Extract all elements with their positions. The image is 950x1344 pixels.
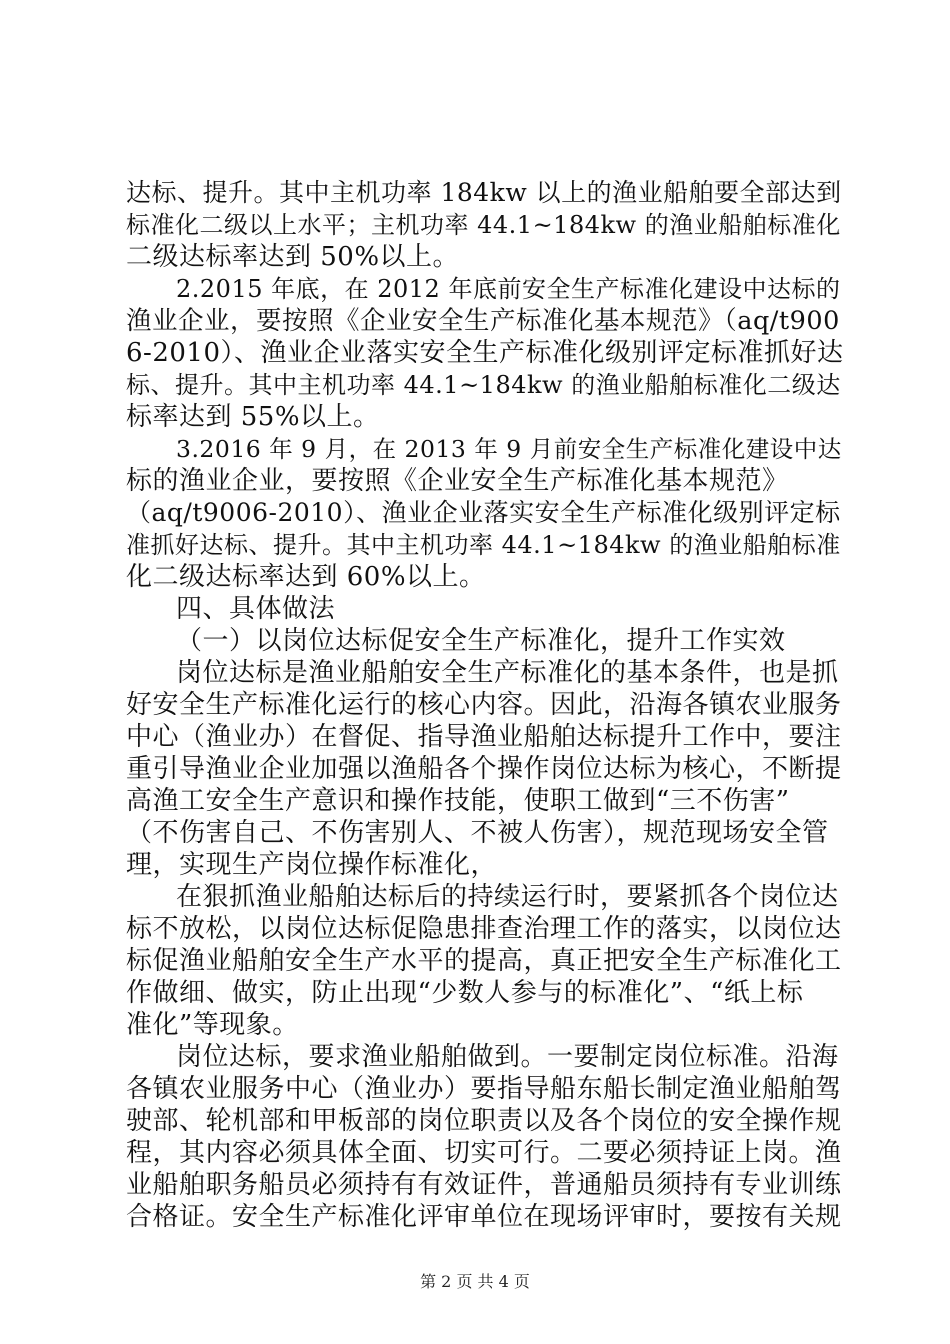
text-line-33: 合格证。安全生产标准化评审单位在现场评审时，要按有关规	[126, 1202, 842, 1232]
text-line-32: 业船舶职务船员必须持有有效证件，普通船员须持有专业训练	[126, 1170, 842, 1200]
text-line-8: 标率达到 55%以上。	[126, 402, 380, 432]
text-line-7: 标、提升。其中主机功率 44.1~184kw 的渔业船舶标准化二级达	[126, 371, 841, 399]
text-line-20: 高渔工安全生产意识和操作技能，使职工做到“三不伤害”	[126, 786, 790, 816]
text-line-3: 二级达标率达到 50%以上。	[126, 242, 460, 272]
subsection-heading: （一）以岗位达标促安全生产标准化，提升工作实效	[176, 626, 786, 656]
text-line-5: 渔业企业，要按照《企业安全生产标准化基本规范》（aq/t900	[126, 306, 840, 336]
text-line-4: 2.2015 年底，在 2012 年底前安全生产标准化建设中达标的	[176, 275, 841, 303]
text-line-9: 3.2016 年 9 月，在 2013 年 9 月前安全生产标准化建设中达	[176, 435, 842, 463]
text-line-21: （不伤害自己、不伤害别人、不被人伤害），规范现场安全管	[126, 818, 829, 848]
text-line-31: 程，其内容必须具体全面、切实可行。二要必须持证上岗。渔	[126, 1138, 842, 1168]
text-line-22: 理，实现生产岗位操作标准化，	[126, 850, 498, 880]
text-line-16: 岗位达标是渔业船舶安全生产标准化的基本条件，也是抓	[176, 658, 839, 688]
text-line-18: 中心（渔业办）在督促、指导渔业船舶达标提升工作中，要注	[126, 722, 842, 752]
text-line-29: 各镇农业服务中心（渔业办）要指导船东船长制定渔业船舶驾	[126, 1074, 842, 1104]
text-line-2: 标准化二级以上水平；主机功率 44.1~184kw 的渔业船舶标准化	[126, 211, 841, 239]
section-heading: 四、具体做法	[176, 594, 336, 624]
text-line-11: （aq/t9006-2010）、渔业企业落实安全生产标准化级别评定标	[126, 498, 841, 527]
text-line-30: 驶部、轮机部和甲板部的岗位职责以及各个岗位的安全操作规	[126, 1106, 842, 1136]
text-line-13: 化二级达标率达到 60%以上。	[126, 562, 486, 592]
text-line-1: 达标、提升。其中主机功率 184kw 以上的渔业船舶要全部达到	[126, 178, 842, 207]
text-line-27: 准化”等现象。	[126, 1010, 299, 1040]
text-line-17: 好安全生产标准化运行的核心内容。因此，沿海各镇农业服务	[126, 690, 842, 720]
text-line-23: 在狠抓渔业船舶达标后的持续运行时，要紧抓各个岗位达	[176, 882, 839, 912]
text-line-19: 重引导渔业企业加强以渔船各个操作岗位达标为核心，不断提	[126, 754, 842, 784]
text-line-24: 标不放松，以岗位达标促隐患排查治理工作的落实，以岗位达	[126, 914, 842, 944]
page-footer: 第 2 页 共 4 页	[420, 1272, 530, 1291]
text-line-10: 标的渔业企业，要按照《企业安全生产标准化基本规范》	[126, 466, 789, 496]
text-line-6: 6-2010）、渔业企业落实安全生产标准化级别评定标准抓好达	[126, 338, 844, 368]
text-line-25: 标促渔业船舶安全生产水平的提高，真正把安全生产标准化工	[126, 946, 842, 976]
text-line-12: 准抓好达标、提升。其中主机功率 44.1~184kw 的渔业船舶标准	[126, 531, 841, 559]
text-line-28: 岗位达标，要求渔业船舶做到。一要制定岗位标准。沿海	[176, 1042, 839, 1072]
text-line-26: 作做细、做实，防止出现“少数人参与的标准化”、“纸上标	[126, 978, 804, 1008]
